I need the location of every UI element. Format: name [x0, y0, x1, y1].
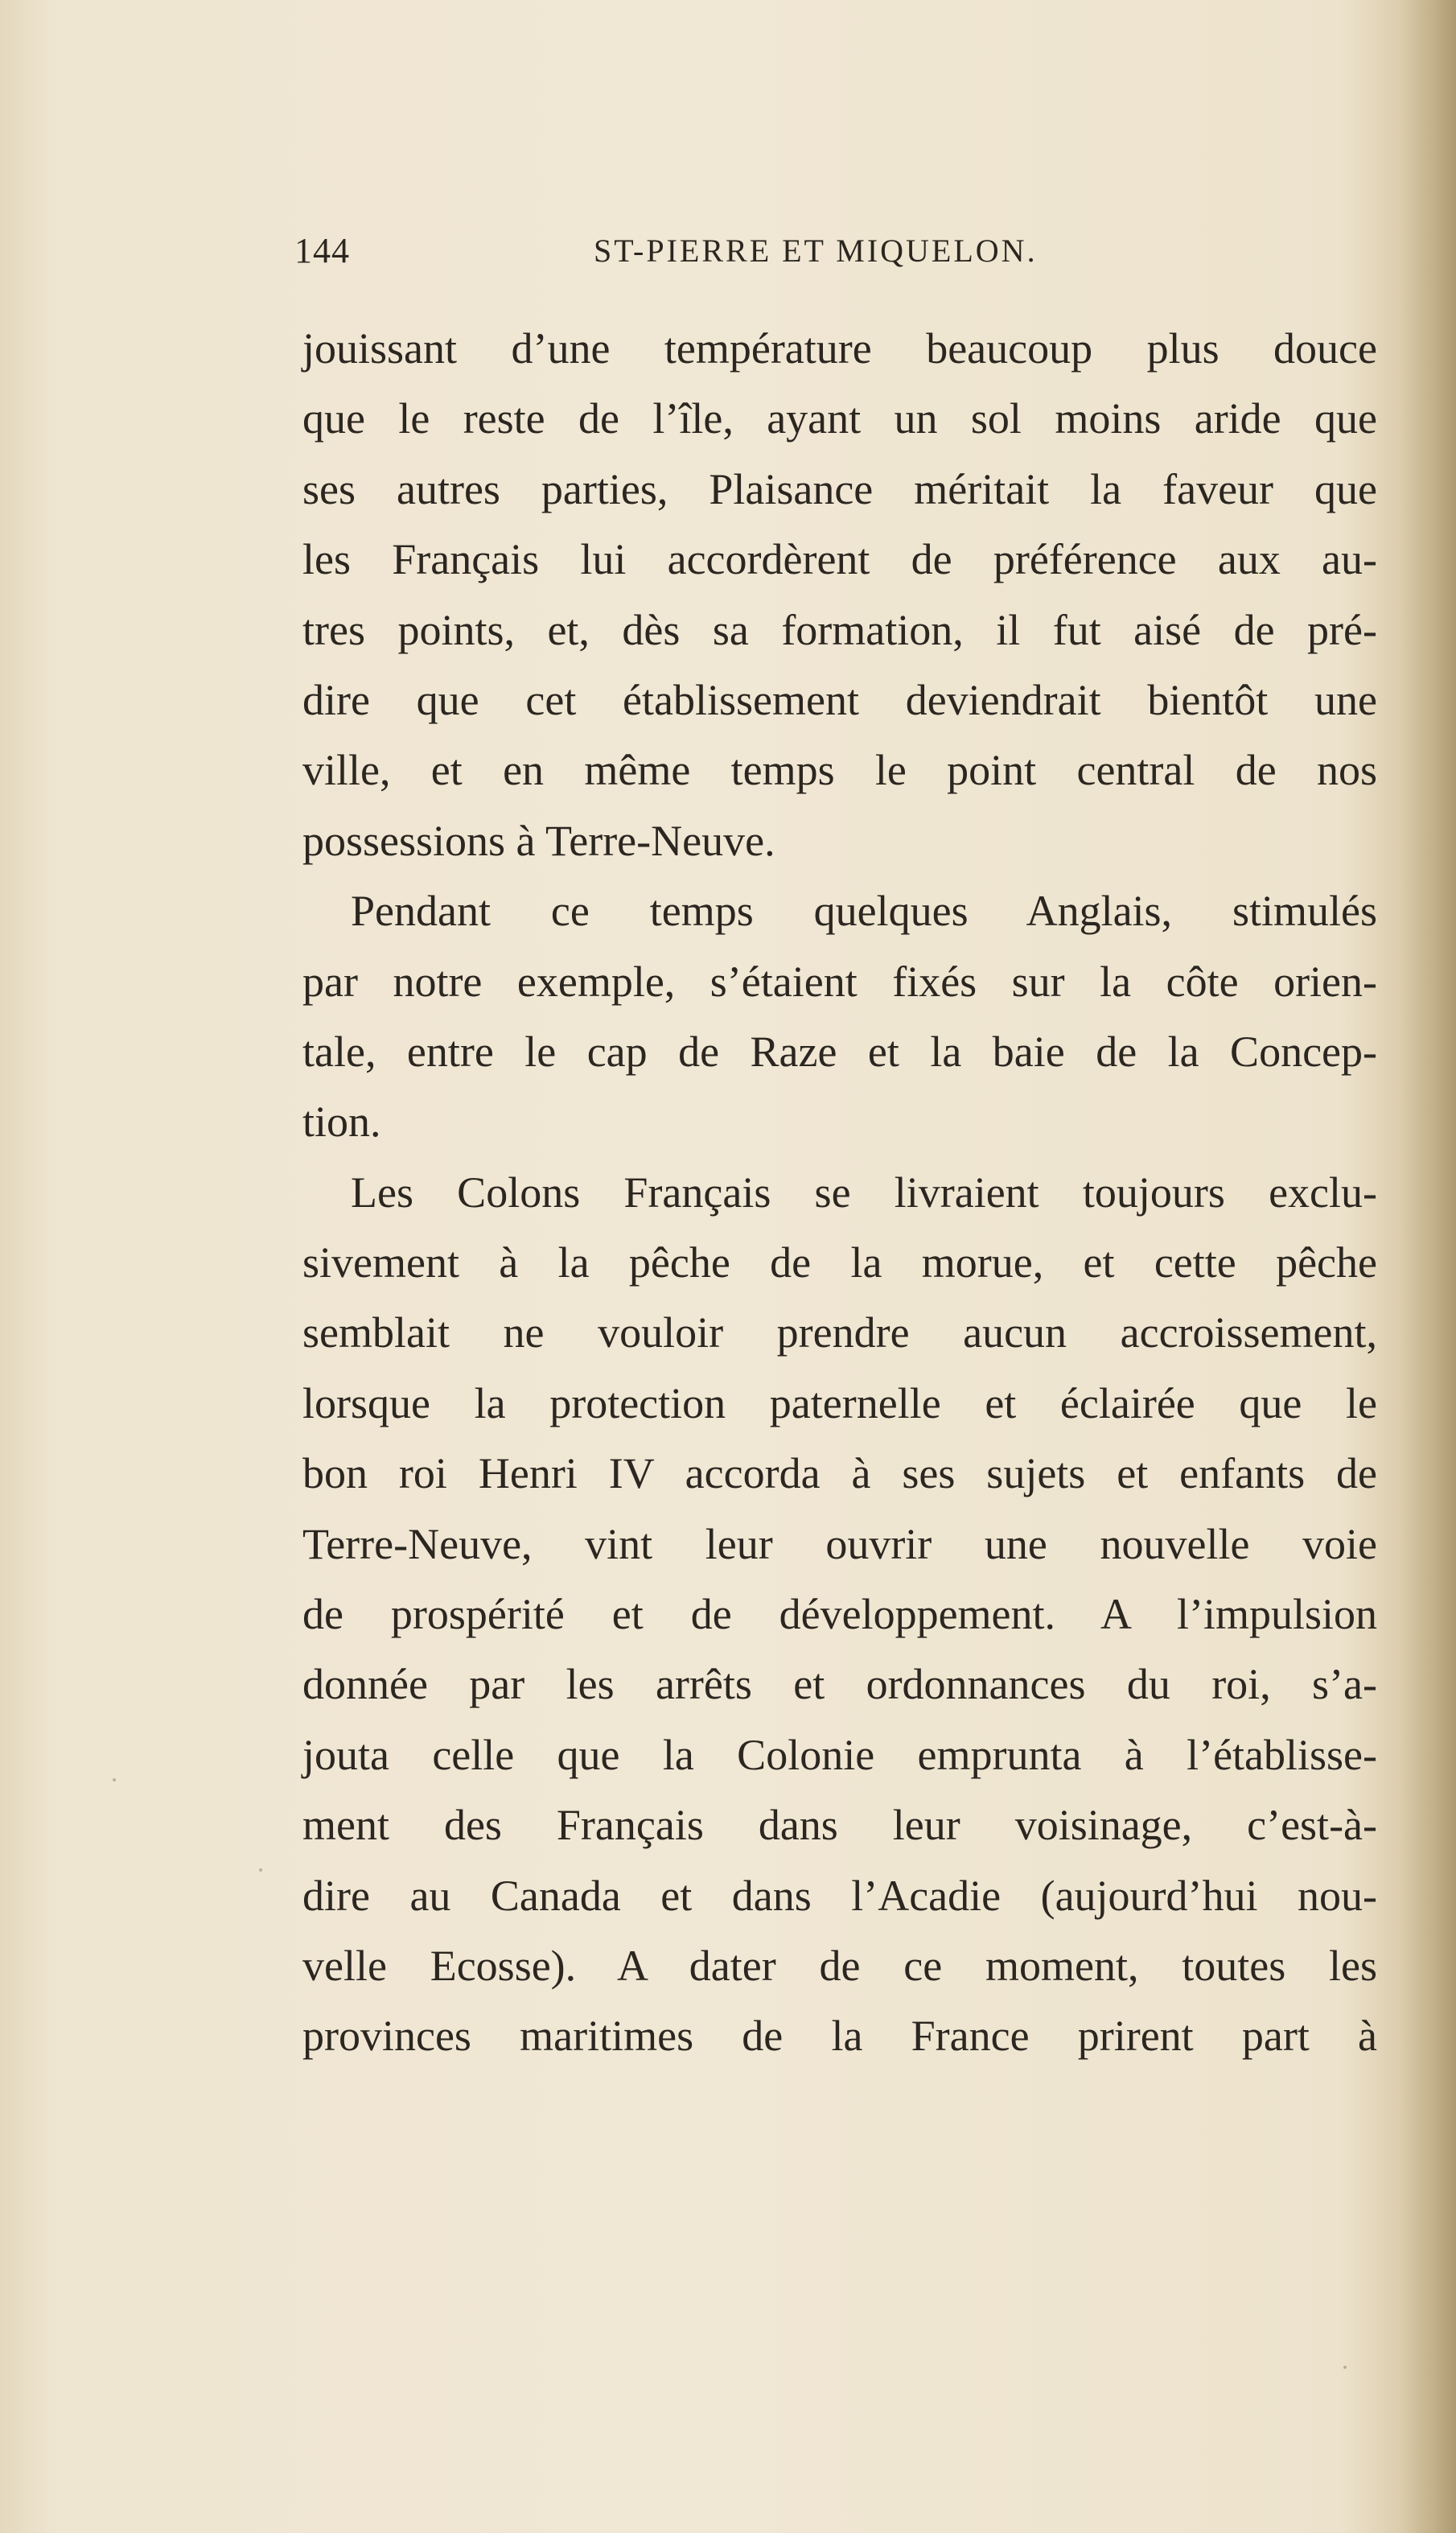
text-line: jouta celle que la Colonie emprunta à l’établisse- — [302, 1730, 1377, 1779]
text-line: bon roi Henri IV accorda à ses sujets et enfants de — [302, 1449, 1377, 1498]
text-line: Terre-Neuve, vint leur ouvrir une nouvelle voie — [302, 1519, 1377, 1568]
text-line: ment des Français dans leur voisinage, c’est-à- — [302, 1801, 1377, 1850]
text-line: les Français lui accordèrent de préférence aux au- — [302, 535, 1377, 584]
paragraph-start-line: Pendant ce temps quelques Anglais, stimulés — [351, 887, 1377, 936]
page-gutter-shadow — [1400, 0, 1456, 2533]
text-line: de prospérité et de développement. A l’impulsion — [302, 1590, 1377, 1639]
body-text — [302, 314, 1377, 2072]
paragraph-start-line: Les Colons Français se livraient toujours exclu- — [351, 1168, 1377, 1217]
text-line: velle Ecosse). A dater de ce moment, toutes les — [302, 1941, 1377, 1990]
page-number: 144 — [294, 231, 350, 270]
text-line: ses autres parties, Plaisance méritait la faveur que — [302, 464, 1377, 513]
paper-speck — [259, 1868, 262, 1872]
text-line: donnée par les arrêts et ordonnances du roi, s’a- — [302, 1660, 1377, 1709]
text-line: ville, et en même temps le point central de nos — [302, 746, 1377, 795]
text-line: tres points, et, dès sa formation, il fut aisé de pré- — [302, 605, 1377, 654]
text-line: semblait ne vouloir prendre aucun accroissement, — [302, 1308, 1377, 1357]
paragraph-end-line: tion. — [302, 1098, 381, 1147]
text-line: dire que cet établissement deviendrait bientôt une — [302, 675, 1377, 724]
text-line: provinces maritimes de la France prirent part à — [302, 2012, 1377, 2061]
text-line: tale, entre le cap de Raze et la baie de la Concep- — [302, 1027, 1377, 1076]
paper-speck — [1343, 2366, 1347, 2369]
text-line: que le reste de l’île, ayant un sol moins aride que — [302, 394, 1377, 443]
page-header — [294, 230, 1376, 278]
text-line: sivement à la pêche de la morue, et cette pêche — [302, 1238, 1377, 1287]
text-line: lorsque la protection paternelle et éclairée que le — [302, 1378, 1377, 1427]
running-head: ST-PIERRE ET MIQUELON. — [594, 233, 1038, 269]
text-line: jouissant d’une température beaucoup plus douce — [302, 324, 1377, 373]
text-line: par notre exemple, s’étaient fixés sur la côte orien- — [302, 957, 1377, 1006]
paper-speck — [113, 1778, 116, 1781]
paragraph-end-line: possessions à Terre-Neuve. — [302, 816, 775, 865]
text-line: dire au Canada et dans l’Acadie (aujourd’hui nou- — [302, 1871, 1377, 1920]
